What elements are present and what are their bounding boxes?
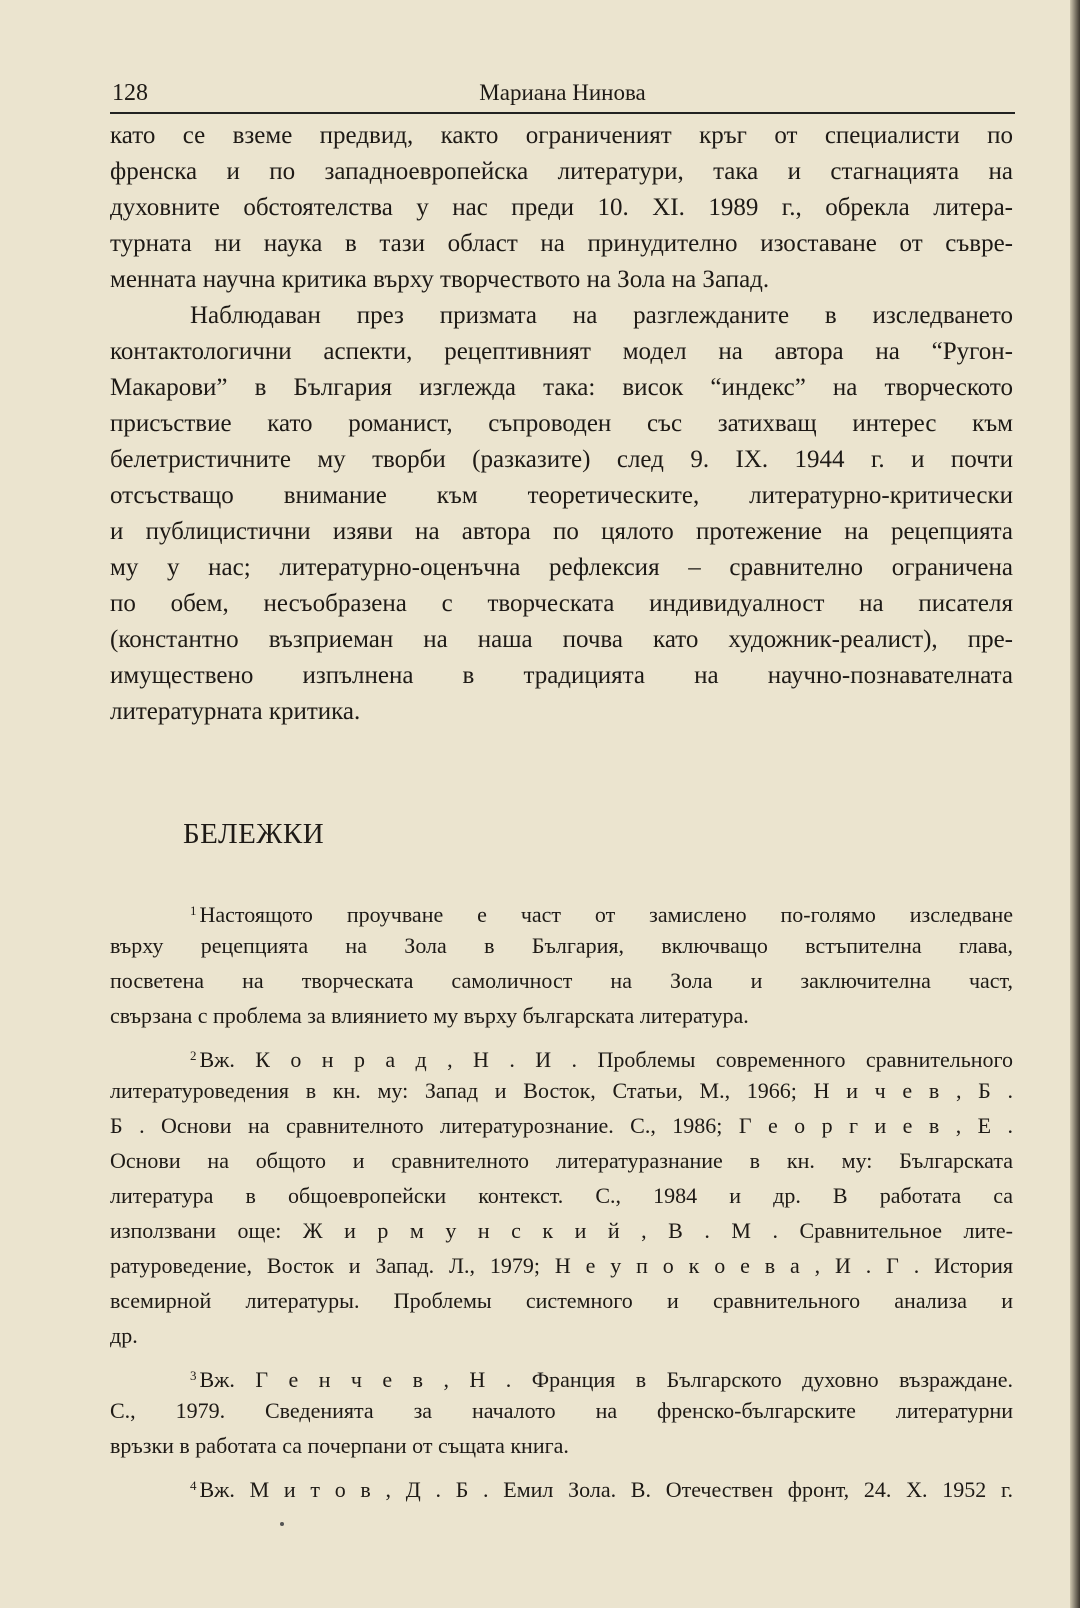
- footnote-line: С., 1979. Сведенията за началото на френско-българските литературни: [110, 1398, 1013, 1423]
- footnote-number: 1: [190, 903, 197, 918]
- footnote-line: литературоведения в кн. му: Запад и Восток, Статьи, М., 1966; Н и ч е в , Б .: [110, 1078, 1013, 1103]
- footnote-text: Вж. К о н р а д , Н . И . Проблемы современного сравнительного: [199, 1047, 1013, 1072]
- text-line: и публицистични изяви на автора по цялото протежение на рецепцията: [110, 518, 1013, 545]
- footnote-line: ратуроведение, Восток и Запад. Л., 1979; Н е у п о к о е в а , И . Г . История: [110, 1253, 1013, 1278]
- text-line: контактологични аспекти, рецептивният модел на автора на “Ругон-: [110, 338, 1013, 365]
- footnote-number: 4: [190, 1478, 197, 1493]
- text-line: менната научна критика върху творчеството на Зола на Запад.: [110, 266, 770, 293]
- text-line: френска и по западноевропейска литератури, така и стагнацията на: [110, 158, 1013, 185]
- footnotes: [110, 893, 1013, 1508]
- text-line: отсъстващо внимание към теоретическите, литературно-критически: [110, 482, 1013, 509]
- footnote-line: свързана с проблема за влиянието му върху българската литература.: [110, 1003, 749, 1028]
- footnote: [110, 1358, 1013, 1463]
- page-edge-shadow: [1070, 0, 1080, 1608]
- footnote-line: всемирной литературы. Проблемы системного и сравнительного анализа и: [110, 1288, 1013, 1313]
- notes-heading: БЕЛЕЖКИ: [183, 818, 325, 850]
- running-title: Мариана Нинова: [479, 80, 646, 105]
- text-line: литературната критика.: [110, 698, 361, 725]
- text-line: като се вземе предвид, както ограниченият кръг от специалисти по: [110, 122, 1013, 149]
- footnote-text: Вж. Г е н ч е в , Н . Франция в Българското духовно възраждане.: [199, 1367, 1013, 1392]
- footnote-text: Вж. М и т о в , Д . Б . Емил Зола. В. Отечествен фронт, 24. X. 1952 г.: [199, 1477, 1013, 1502]
- text-line: Макарови” в България изглежда така: висок “индекс” на творческото: [110, 374, 1013, 401]
- text-line: присъствие като романист, съпроводен със затихващ интерес към: [110, 410, 1013, 437]
- text-line: по обем, несъобразена с творческата индивидуалност на писателя: [110, 590, 1013, 617]
- main-text: [110, 118, 1013, 730]
- footnote-line: Б . Основи на сравнителното литературознание. С., 1986; Г е о р г и е в , Е .: [110, 1113, 1013, 1138]
- footnote-line: [110, 1358, 1013, 1393]
- footnote: [110, 1468, 1013, 1503]
- footnote: [110, 893, 1013, 1033]
- footnote-line: използвани още: Ж и р м у н с к и й , В . М . Сравнительное лите-: [110, 1218, 1013, 1243]
- paragraph: [110, 298, 1013, 730]
- paragraph: [110, 118, 1013, 298]
- footnote: [110, 1038, 1013, 1353]
- footnote-line: [110, 1038, 1013, 1073]
- print-speck: [280, 1522, 284, 1526]
- text-line: турната ни наука в тази област на принудително изоставане от съвре-: [110, 230, 1013, 257]
- footnote-line: посветена на творческата самоличност на Зола и заключителна част,: [110, 968, 1013, 993]
- text-line: духовните обстоятелства у нас преди 10. XI. 1989 г., обрекла литера-: [110, 194, 1013, 221]
- text-line: белетристичните му творби (разказите) след 9. IX. 1944 г. и почти: [110, 446, 1013, 473]
- text-line: му у нас; литературно-оценъчна рефлексия – сравнително ограничена: [110, 554, 1013, 581]
- footnote-number: 2: [190, 1048, 197, 1063]
- text-line: (константно възприеман на наша почва като художник-реалист), пре-: [110, 626, 1013, 653]
- footnote-line: [110, 1468, 1013, 1503]
- text-line: имуществено изпълнена в традицията на научно-познавателната: [110, 662, 1013, 689]
- footnote-line: върху рецепцията на Зола в България, включващо встъпителна глава,: [110, 933, 1013, 958]
- footnote-line: връзки в работата са почерпани от същата книга.: [110, 1433, 569, 1458]
- footnote-line: [110, 893, 1013, 928]
- footnote-line: литература в общоевропейски контекст. С., 1984 и др. В работата са: [110, 1183, 1013, 1208]
- footnote-text: Настоящото проучване е част от замислено по-голямо изследване: [199, 902, 1013, 927]
- footnote-line: Основи на общото и сравнителното литературазнание в кн. му: Българската: [110, 1148, 1013, 1173]
- footnote-line: др.: [110, 1323, 138, 1348]
- page-header: [110, 78, 1015, 114]
- page-number: 128: [112, 80, 148, 106]
- text-line: Наблюдаван през призмата на разглежданите в изследването: [190, 302, 1013, 329]
- footnote-number: 3: [190, 1368, 197, 1383]
